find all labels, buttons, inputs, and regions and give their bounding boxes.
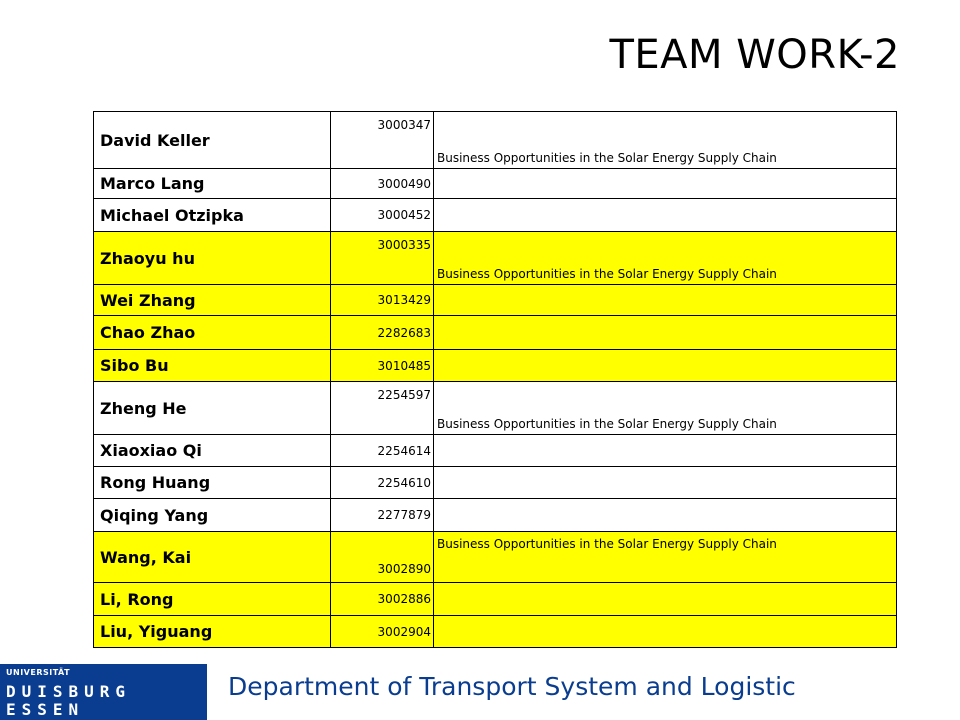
student-name: Wei Zhang bbox=[94, 285, 331, 316]
student-name: Wang, Kai bbox=[94, 532, 331, 583]
project-topic bbox=[434, 350, 897, 382]
student-id: 3013429 bbox=[331, 285, 434, 316]
project-topic: Business Opportunities in the Solar Energy Supply Chain bbox=[434, 382, 897, 435]
project-topic bbox=[434, 499, 897, 532]
student-id: 3000335 bbox=[331, 232, 434, 285]
student-name: Sibo Bu bbox=[94, 350, 331, 382]
student-id: 2254614 bbox=[331, 435, 434, 467]
table-row bbox=[94, 199, 897, 232]
university-logo bbox=[0, 664, 207, 720]
table-row bbox=[94, 467, 897, 499]
student-name: Xiaoxiao Qi bbox=[94, 435, 331, 467]
student-id: 2282683 bbox=[331, 316, 434, 350]
student-name: Rong Huang bbox=[94, 467, 331, 499]
table-row bbox=[94, 350, 897, 382]
project-topic bbox=[434, 583, 897, 616]
table-row bbox=[94, 499, 897, 532]
footer bbox=[0, 662, 960, 720]
department-name: Department of Transport System and Logistic bbox=[228, 672, 796, 701]
table-row bbox=[94, 285, 897, 316]
table-row bbox=[94, 382, 897, 435]
table-row bbox=[94, 435, 897, 467]
student-name: Michael Otzipka bbox=[94, 199, 331, 232]
project-topic: Business Opportunities in the Solar Energy Supply Chain bbox=[434, 112, 897, 169]
project-topic bbox=[434, 169, 897, 199]
project-topic: Business Opportunities in the Solar Energy Supply Chain bbox=[434, 532, 897, 583]
team-table bbox=[93, 111, 897, 648]
table-row bbox=[94, 583, 897, 616]
student-id: 3000347 bbox=[331, 112, 434, 169]
project-topic bbox=[434, 616, 897, 648]
student-name: Chao Zhao bbox=[94, 316, 331, 350]
project-topic bbox=[434, 316, 897, 350]
project-topic bbox=[434, 435, 897, 467]
table-row bbox=[94, 169, 897, 199]
student-name: Liu, Yiguang bbox=[94, 616, 331, 648]
project-topic bbox=[434, 199, 897, 232]
student-name: Qiqing Yang bbox=[94, 499, 331, 532]
student-id: 2254597 bbox=[331, 382, 434, 435]
table-row bbox=[94, 532, 897, 583]
student-id: 3000452 bbox=[331, 199, 434, 232]
student-name: Zheng He bbox=[94, 382, 331, 435]
student-id: 3000490 bbox=[331, 169, 434, 199]
student-name: David Keller bbox=[94, 112, 331, 169]
student-name: Marco Lang bbox=[94, 169, 331, 199]
student-id: 2277879 bbox=[331, 499, 434, 532]
student-id: 3002886 bbox=[331, 583, 434, 616]
logo-text-duisburg: DUISBURG bbox=[6, 682, 132, 701]
project-topic: Business Opportunities in the Solar Energy Supply Chain bbox=[434, 232, 897, 285]
table-row bbox=[94, 316, 897, 350]
student-id: 3010485 bbox=[331, 350, 434, 382]
student-name: Zhaoyu hu bbox=[94, 232, 331, 285]
logo-text-essen: ESSEN bbox=[6, 700, 85, 719]
table-row bbox=[94, 616, 897, 648]
table-row bbox=[94, 112, 897, 169]
student-id: 3002890 bbox=[331, 532, 434, 583]
project-topic bbox=[434, 285, 897, 316]
student-name: Li, Rong bbox=[94, 583, 331, 616]
page-title: TEAM WORK-2 bbox=[609, 32, 900, 78]
table-row bbox=[94, 232, 897, 285]
project-topic bbox=[434, 467, 897, 499]
student-id: 2254610 bbox=[331, 467, 434, 499]
logo-text-universitaet: UNIVERSITÄT bbox=[6, 668, 71, 677]
student-id: 3002904 bbox=[331, 616, 434, 648]
